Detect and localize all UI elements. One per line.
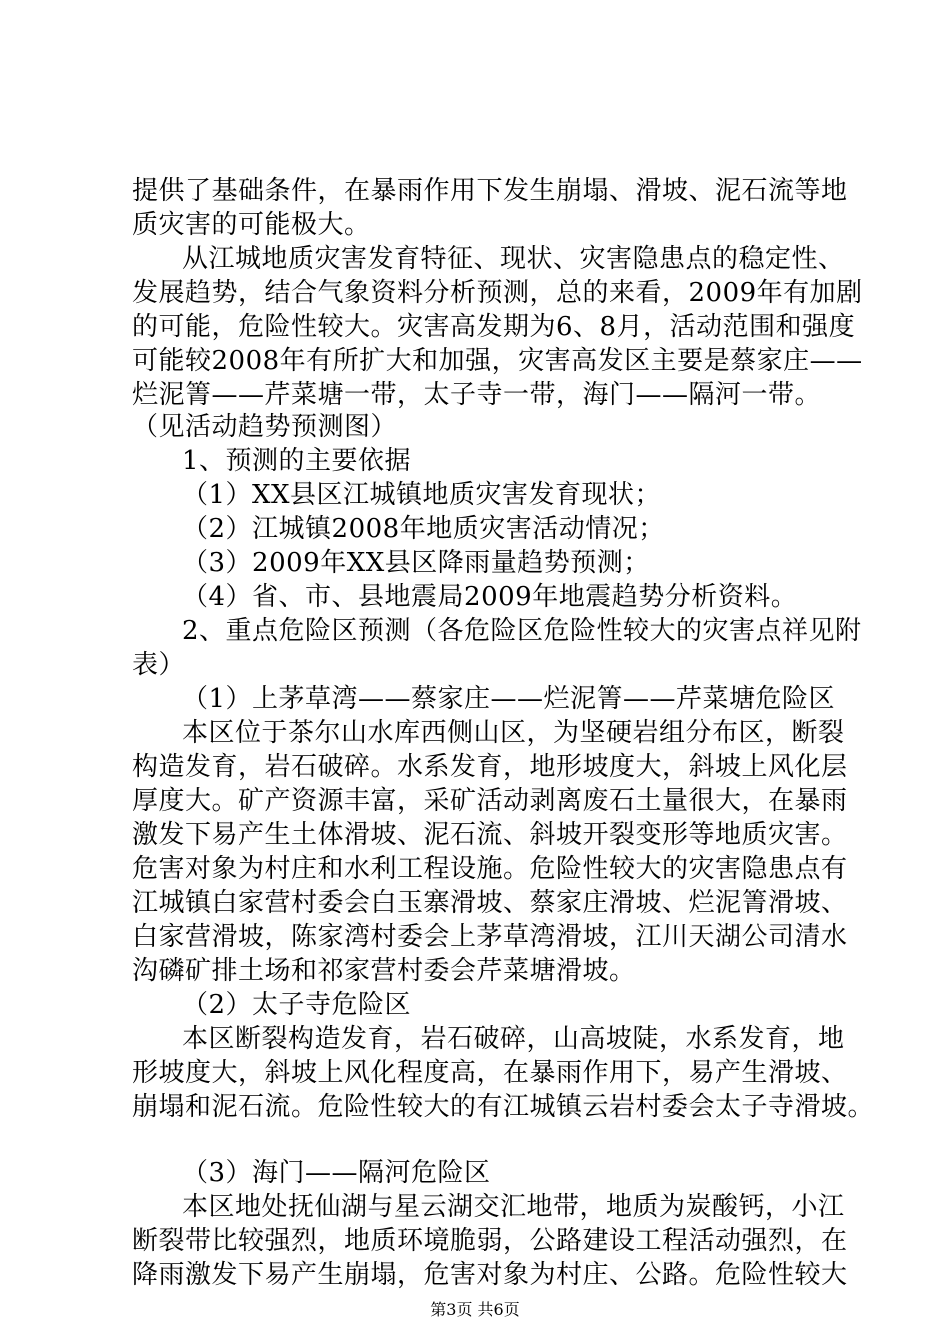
section-heading: 2、重点危险区预测（各危险区危险性较大的灾害点祥见附 <box>182 616 862 646</box>
subsection-heading: （3）海门——隔河危险区 <box>182 1158 491 1188</box>
text-line: 本区地处抚仙湖与星云湖交汇地带，地质为炭酸钙，小江 <box>182 1192 845 1222</box>
text-line: 发展趋势，结合气象资料分析预测，总的来看，2009年有加剧 <box>132 278 863 308</box>
list-item: （2）江城镇2008年地质灾害活动情况； <box>182 514 665 544</box>
subsection-heading: （2）太子寺危险区 <box>182 990 412 1020</box>
text-line: 江城镇白家营村委会白玉寨滑坡、蔡家庄滑坡、烂泥箐滑坡、 <box>132 888 848 918</box>
subsection-heading: （1）上茅草湾——蔡家庄——烂泥箐——芹菜塘危险区 <box>182 684 836 714</box>
text-line: 本区断裂构造发育，岩石破碎，山高坡陡，水系发育，地 <box>182 1024 845 1054</box>
page-footer: 第3页 共6页 <box>430 1300 520 1319</box>
text-line: 白家营滑坡，陈家湾村委会上茅草湾滑坡，江川天湖公司清水 <box>132 922 848 952</box>
text-line: 厚度大。矿产资源丰富，采矿活动剥离废石土量很大，在暴雨 <box>132 786 848 816</box>
list-item: （3）2009年XX县区降雨量趋势预测； <box>182 548 650 578</box>
section-heading: 1、预测的主要依据 <box>182 446 412 476</box>
text-line: 形坡度大，斜坡上风化程度高，在暴雨作用下，易产生滑坡、 <box>132 1058 848 1088</box>
text-line: 激发下易产生土体滑坡、泥石流、斜坡开裂变形等地质灾害。 <box>132 820 848 850</box>
text-line: 可能较2008年有所扩大和加强，灾害高发区主要是蔡家庄—— <box>132 346 863 376</box>
text-line: 提供了基础条件，在暴雨作用下发生崩塌、滑坡、泥石流等地 <box>132 176 848 206</box>
text-line: 烂泥箐——芹菜塘一带，太子寺一带，海门——隔河一带。 <box>132 380 822 410</box>
text-line: 危害对象为村庄和水利工程设施。危险性较大的灾害隐患点有 <box>132 854 848 884</box>
list-item: （4）省、市、县地震局2009年地震趋势分析资料。 <box>182 582 798 612</box>
text-line: 构造发育，岩石破碎。水系发育，地形坡度大，斜坡上风化层 <box>132 752 848 782</box>
text-line: 崩塌和泥石流。危险性较大的有江城镇云岩村委会太子寺滑坡。 <box>132 1092 875 1122</box>
text-line: （见活动趋势预测图） <box>132 412 398 442</box>
text-line: 沟磷矿排土场和祁家营村委会芹菜塘滑坡。 <box>132 956 636 986</box>
text-line: 断裂带比较强烈，地质环境脆弱，公路建设工程活动强烈，在 <box>132 1226 848 1256</box>
list-item: （1）XX县区江城镇地质灾害发育现状； <box>182 480 662 510</box>
text-line: 表） <box>132 650 186 680</box>
text-line: 本区位于茶尔山水库西侧山区，为坚硬岩组分布区，断裂 <box>182 718 845 748</box>
text-line-last: 降雨激发下易产生崩塌，危害对象为村庄、公路。危险性较大 <box>132 1260 848 1290</box>
text-line: 的可能，危险性较大。灾害高发期为6、8月，活动范围和强度 <box>132 312 856 342</box>
text-line: 质灾害的可能极大。 <box>132 210 371 240</box>
text-line: 从江城地质灾害发育特征、现状、灾害隐患点的稳定性、 <box>182 244 845 274</box>
